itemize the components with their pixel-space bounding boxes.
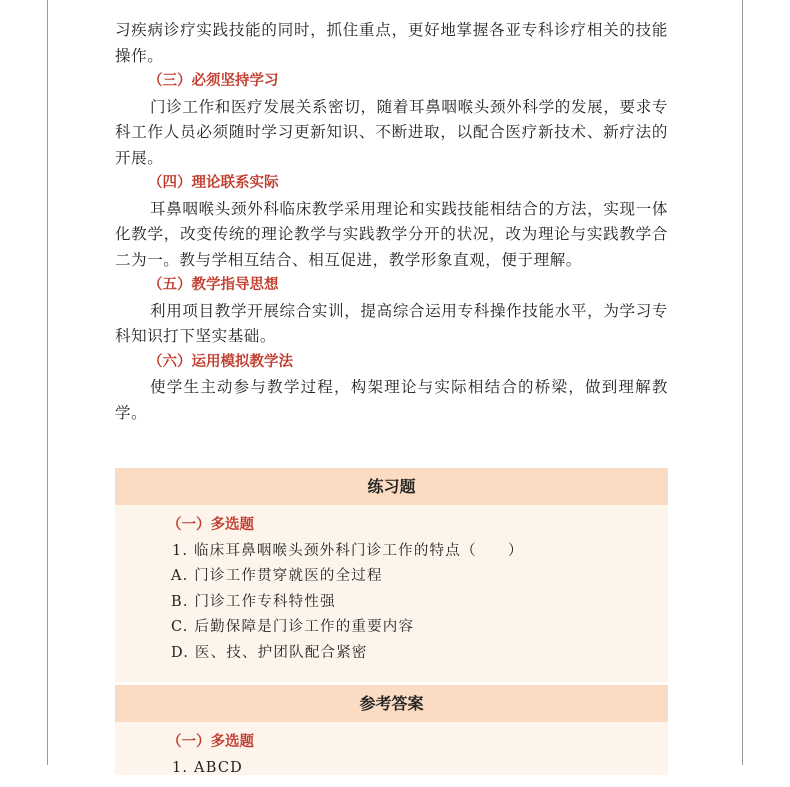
section-heading-5: （五）教学指导思想 — [148, 277, 279, 293]
section-heading-6: （六）运用模拟教学法 — [148, 353, 293, 370]
page-border-left — [47, 0, 48, 765]
paragraph-6: 使学生主动参与教学过程，构架理论与实际相结合的桥梁，做到理解教学。 — [115, 378, 668, 422]
option-b: B. 门诊工作专科特性强 — [171, 593, 336, 610]
option-a: A. 门诊工作贯穿就医的全过程 — [171, 568, 383, 584]
exercise-box — [115, 468, 668, 682]
option-c: C. 后勤保障是门诊工作的重要内容 — [171, 619, 415, 635]
exercise-section-heading: （一）多选题 — [167, 517, 254, 533]
main-content — [115, 18, 668, 426]
section-heading-4: （四）理论联系实际 — [148, 175, 279, 191]
paragraph-5: 利用项目教学开展综合实训，提高综合运用专科操作技能水平，为学习专科知识打下坚实基础。 — [115, 301, 668, 345]
paragraph-3: 门诊工作和医疗发展关系密切，随着耳鼻咽喉头颈外科学的发展，要求专科工作人员必须随时学习更新知识、不断进取，以配合医疗新技术、新疗法的开展。 — [115, 97, 668, 167]
answers-box — [115, 685, 668, 775]
page-border-right — [742, 0, 743, 765]
answers-section-heading: （一）多选题 — [167, 734, 254, 750]
exercise-question: 1. 临床耳鼻咽喉头颈外科门诊工作的特点（ ） — [172, 542, 524, 559]
paragraph-continued: 习疾病诊疗实践技能的同时，抓住重点，更好地掌握各亚专科诊疗相关的技能操作。 — [115, 21, 668, 65]
answers-body — [115, 722, 668, 787]
section-heading-3: （三）必须坚持学习 — [148, 73, 279, 89]
answer-1: 1. ABCD — [172, 759, 243, 776]
exercise-title: 练习题 — [115, 468, 668, 505]
answers-title: 参考答案 — [115, 685, 668, 722]
option-d: D. 医、技、护团队配合紧密 — [171, 644, 368, 661]
exercise-body — [115, 505, 668, 672]
paragraph-4: 耳鼻咽喉头颈外科临床教学采用理论和实践技能相结合的方法，实现一体化教学，改变传统的理论教学与实践教学分开的状况，改为理论与实践教学合二为一。教与学相互结合、相互促进，教学形象直观，便于理解。 — [115, 199, 668, 269]
